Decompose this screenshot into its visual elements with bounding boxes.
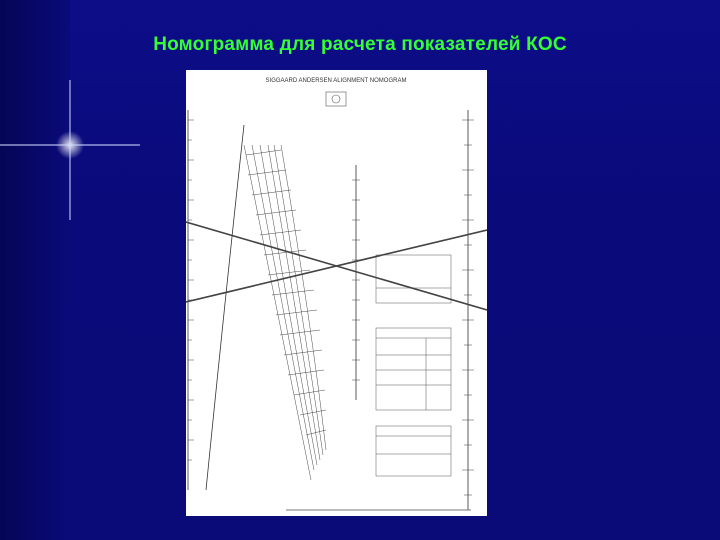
sparkle-decoration xyxy=(0,60,140,230)
nomogram-drawing xyxy=(186,70,487,516)
nomogram-heading: SIGGAARD ANDERSEN ALIGNMENT NOMOGRAM xyxy=(265,78,407,84)
logo-box xyxy=(326,92,346,106)
slide-title: Номограмма для расчета показателей КОС xyxy=(153,34,567,55)
nomogram-grid xyxy=(244,145,326,480)
nomogram-image xyxy=(186,70,487,516)
alignment-line-2 xyxy=(186,230,487,302)
scale-ticks-left xyxy=(188,120,194,460)
scale-hb xyxy=(206,125,244,490)
